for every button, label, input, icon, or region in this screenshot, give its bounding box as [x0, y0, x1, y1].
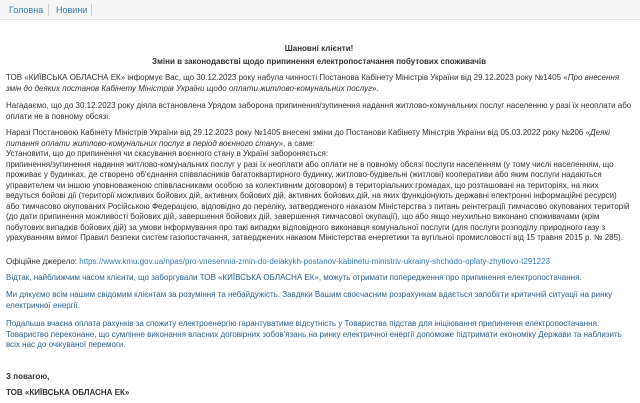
paragraph-changes-body: припинення/зупинення надання житлово-комунальних послуг у разі їх неоплати або оплати не в повному обсязі послуги населенням (у тому числі населенням, що проживає у будинках, де створено об'єднання співвласників багатоквартирного будинку, житлово-будівельні (житлові) кооперативи або яким послуги надаються управителем чи іншою уповноваженою співвласниками особою за колективним договором) в територіальних громадах, що розташовані на територіях, на яких ведуться бойові дії (території можливих бойових дій, активних бойових дій, активних бойових дій, на яких функціонують державні електронні інформаційні ресурси) або тимчасово окупованих Російською Федерацією, відповідно до переліку, затвердженого наказом Міністерства з питань реінтеграції тимчасово окупованих територій (до дати припинення можливості бойових дій, завершення бойових дій, завершення тимчасової окупації), що або якщо неухильно виконано споживачами (крім побутових випадків бойових дій) за умови інформування про такі випадки відповідного виконавця комунальної послуги (для послуги розподілу природного газу з урахуванням вимог Правил безпеки систем газопостачання, затверджених наказом Міністерства енергетики та вугільної промисловості від 15 травня 2015 р. № 285).: [6, 159, 630, 242]
breadcrumb-news-link[interactable]: Новини: [56, 5, 88, 15]
paragraph-thanks: Ми дякуємо всім нашим свідомим клієнтам за розуміння та небайдужість. Завдяки Вашим своєчасним розрахункам вдається запобігти критичній ситуації на ринку електричної енергії.: [6, 290, 613, 310]
official-source-link[interactable]: https://www.kmu.gov.ua/npas/pro-vnesennia-zmin-do-deiakykh-postanov-kabinetu-ministriv-ukrainy-shchodo-oplaty-zhytlovo-t291223: [79, 257, 551, 266]
official-source: [6, 257, 632, 268]
paragraph-intro: [6, 73, 632, 94]
regards: З повагою,: [6, 372, 50, 381]
signature: ТОВ «КИЇВСЬКА ОБЛАСНА ЕК»: [6, 388, 130, 397]
paragraph-intro-italic: Про внесення змін до деяких постанов Кабінету Міністрів України щодо оплати житлово-комунальних послуг: [6, 73, 620, 93]
paragraph-changes-suffix: », а саме:: [278, 138, 315, 148]
breadcrumb-separator: [48, 4, 49, 16]
breadcrumb: [0, 0, 640, 20]
paragraph-changes-italic: Деякі питання оплати житлово-комунальних послуг в період воєнного стану: [6, 128, 610, 148]
official-source-label: Офіційне джерело:: [6, 257, 80, 266]
greeting-heading: Шановні клієнти!: [284, 44, 354, 53]
paragraph-changes: [6, 128, 632, 244]
article-headline: Зміни в законодавстві щодо припинення електропостачання побутових споживачів: [151, 57, 487, 66]
paragraph-warning: Відтак, найближчим часом клієнти, що заборгували ТОВ «КИЇВСЬКА ОБЛАСНА ЕК», можуть отримати попередження про припинення електропостачання.: [6, 273, 582, 282]
paragraph-changes-line2: Установити, що до припинення чи скасування воєнного стану в Україні забороняється:: [6, 149, 329, 158]
paragraph-reminder: Нагадаємо, що до 30.12.2023 року діяла встановлена Урядом заборона припинення/зупинення надання житлово-комунальних послуг населенню у разі їх неоплати або оплати не в повному обсязі.: [6, 101, 632, 121]
breadcrumb-separator: [91, 4, 92, 16]
paragraph-payment: Подальша вчасна оплата рахунків за спожиту електроенергію гарантуватиме відсутність у Товариства підстав для ініціювання припинення електропостачання. Товариство переконане, що сумлінне виконання власних договірних зобов'язань на ринку електричної енергії допоможе підтримати економіку Держави та наблизить всіх нас до очікуваної перемоги.: [6, 319, 622, 349]
paragraph-intro-suffix: ».: [372, 83, 379, 93]
breadcrumb-home-link[interactable]: Головна: [9, 5, 44, 15]
paragraph-intro-text: ТОВ «КИЇВСЬКА ОБЛАСНА ЕК» інформує Вас, що 30.12.2023 року набула чинності Постанова Кабінету Міністрів України від 29.12.2023 року №1405 «: [6, 73, 568, 82]
paragraph-changes-text: Наразі Постановою Кабінету Міністрів України від 29.12.2023 року №1405 внесені зміни до Постанови Кабінету Міністрів України від 05.03.2022 року №206 «: [6, 128, 591, 137]
